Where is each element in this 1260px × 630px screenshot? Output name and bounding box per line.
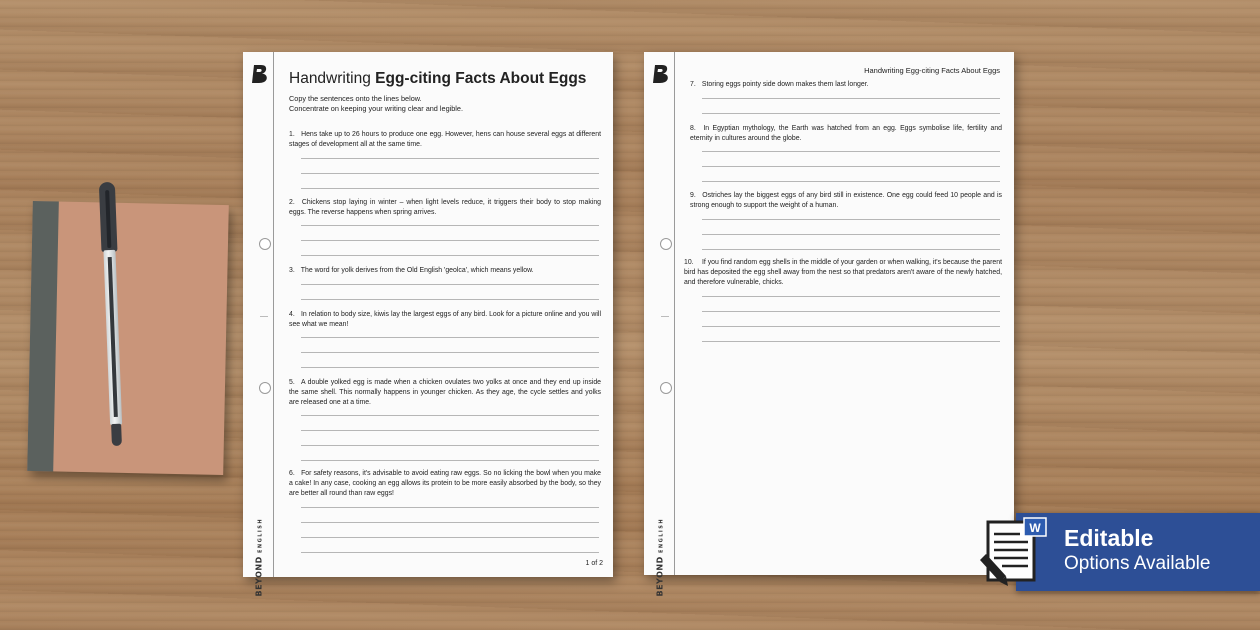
badge-title: Editable	[1064, 525, 1154, 551]
fact-item: 6. For safety reasons, it's advisable to avoid eating raw eggs. So no licking the bowl when you make a cake! In any case, cooking an egg allows its protein to be more easily absorbed by the body, so they are better all round than raw eggs!	[289, 470, 601, 497]
page-number: 1 of 2	[585, 560, 603, 567]
beyond-logo-icon	[652, 64, 670, 84]
fact-item: 9. Ostriches lay the biggest eggs of any bird still in existence. One egg could feed 10 people and is strong enough to support the weight of a human.	[690, 192, 1003, 209]
brand-label: BEYOND ENGLISH	[655, 517, 665, 597]
fact-item: 1. Hens take up to 26 hours to produce one egg. However, hens can house several eggs at different stages of development all at the same time.	[289, 131, 602, 148]
notebook-spine	[27, 201, 59, 471]
brand-label: BEYOND ENGLISH	[254, 517, 264, 597]
fact-item: 8. In Egyptian mythology, the Earth was hatched from an egg. Eggs symbolise life, fertility and eternity in cultures around the globe.	[690, 125, 1002, 142]
fact-item: 2. Chickens stop laying in winter – when light levels reduce, it triggers their body to stop making eggs. The reverse happens when spring arrives.	[289, 199, 601, 216]
fact-item: 5. A double yolked egg is made when a chicken ovulates two yolks at once and they end up inside the same shell. This normally happens in younger chicken. As they age, the cycle settles and yolks are released one at a time.	[289, 379, 601, 406]
fact-item: 4. In relation to body size, kiwis lay the largest eggs of any bird. Look for a picture online and you will see what we mean!	[289, 311, 601, 328]
instructions: Copy the sentences onto the lines below. Concentrate on keeping your writing clear and legible.	[289, 94, 464, 113]
running-head: Handwriting Egg-citing Facts About Eggs	[864, 66, 1000, 75]
word-document-icon	[976, 516, 1052, 592]
fact-item: 7. Storing eggs pointy side down makes them last longer.	[690, 81, 869, 88]
badge-subtitle: Options Available	[1064, 553, 1211, 574]
editable-badge[interactable]	[1016, 513, 1260, 591]
worksheet-page-2	[644, 52, 1014, 597]
beyond-logo-icon	[251, 64, 269, 84]
page-title: Handwriting Egg-citing Facts About Eggs	[289, 70, 587, 87]
fact-item: 3. The word for yolk derives from the Old English 'geolca', which means yellow.	[289, 267, 534, 274]
svg-text:W: W	[1029, 521, 1041, 535]
worksheet-page-1	[243, 52, 613, 597]
fact-item: 10. If you find random egg shells in the middle of your garden or when walking, it's because the parent bird has deposited the egg shell away from the nest so that predators aren't aware of the newly hatched, and therefore vulnerable, chicks.	[684, 259, 1002, 286]
